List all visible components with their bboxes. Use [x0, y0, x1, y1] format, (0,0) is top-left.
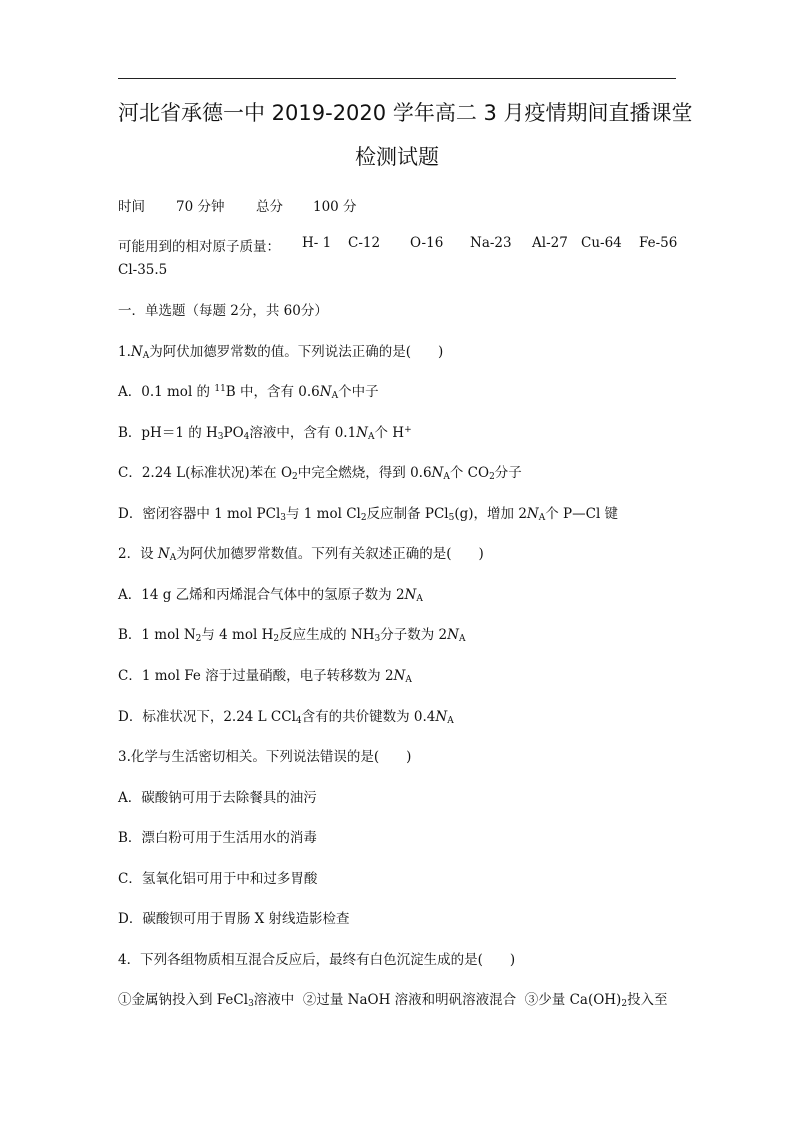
- question-3-stem: 3.化学与生活密切相关。下列说法错误的是( ): [118, 749, 412, 765]
- question-1-option-d: D．密闭容器中 1 mol PCl$_3$与 1 mol $Cl_2$反应制备 PCl$_5$(g)，增加 $2N_A$个 P—Cl 键: [118, 506, 619, 523]
- question-3-option-b: B．漂白粉可用于生活用水的消毒: [118, 830, 317, 846]
- score-label: 总分: [256, 199, 283, 215]
- question-1-option-a: A．0.1 mol 的 $^{11}$B 中，含有 $0.6N_A$个中子: [118, 384, 379, 401]
- mass-item: Fe-56: [639, 235, 678, 251]
- question-3-option-a: A．碳酸钠可用于去除餐具的油污: [118, 790, 317, 806]
- mass-item: Na-23: [470, 235, 512, 251]
- question-2-stem: 2．设 $N_A$为阿伏加德罗常数值。下列有关叙述正确的是( ): [118, 546, 484, 563]
- question-3-option-c: C．氢氧化铝可用于中和过多胃酸: [118, 871, 318, 887]
- question-2-option-a: A．14 g 乙烯和丙烯混合气体中的氢原子数为 $2N_A$: [118, 587, 423, 604]
- question-2-option-d: D．标准状况下，2.24 L CCl$_4$含有的共价键数为 $0.4N_A$: [118, 709, 454, 726]
- mass-item: Cu-64: [581, 235, 622, 251]
- score-value: 100 分: [313, 199, 357, 215]
- time-label: 时间: [118, 199, 145, 215]
- section-heading: 一．单选题（每题 2分，共 60分）: [118, 303, 328, 319]
- question-4-options: ①金属钠投入到 FeCl$_3$溶液中 ②过量 NaOH 溶液和明矾溶液混合 ③少量 $Ca(OH)_2$投入至: [118, 992, 668, 1009]
- mass-item: Al-27: [532, 235, 568, 251]
- question-2-option-b: B．1 mol $N_2$与 4 mol $H_2$反应生成的 $NH_3$分子数为 $2N_A$: [118, 627, 466, 644]
- time-value: 70 分钟: [176, 199, 225, 215]
- title-line-2: 检测试题: [355, 145, 439, 169]
- masses-label: 可能用到的相对原子质量：: [118, 239, 280, 255]
- mass-item: C-12: [348, 235, 381, 251]
- question-1-option-c: C．2.24 L(标准状况)苯在 $O_2$中完全燃烧，得到 $0.6N_A$个 $CO_2$分子: [118, 465, 522, 482]
- header-rule: [118, 78, 676, 79]
- title-line-1: 河北省承德一中 2019-2020 学年高二 3 月疫情期间直播课堂: [118, 101, 693, 125]
- mass-item: H- 1: [302, 235, 332, 251]
- question-4-stem: 4．下列各组物质相互混合反应后，最终有白色沉淀生成的是( ): [118, 952, 516, 968]
- question-1-stem: $1.N_A$为阿伏加德罗常数的值。下列说法正确的是( ): [118, 344, 444, 361]
- question-3-option-d: D．碳酸钡可用于胃肠 X 射线造影检查: [118, 911, 350, 927]
- mass-item: O-16: [410, 235, 444, 251]
- question-1-option-b: B．pH＝1 的 $H_3PO_4$溶液中，含有 $0.1N_A$个 H+: [118, 425, 412, 442]
- mass-item: Cl-35.5: [118, 262, 168, 278]
- question-2-option-c: C．1 mol Fe 溶于过量硝酸，电子转移数为 $2N_A$: [118, 668, 412, 685]
